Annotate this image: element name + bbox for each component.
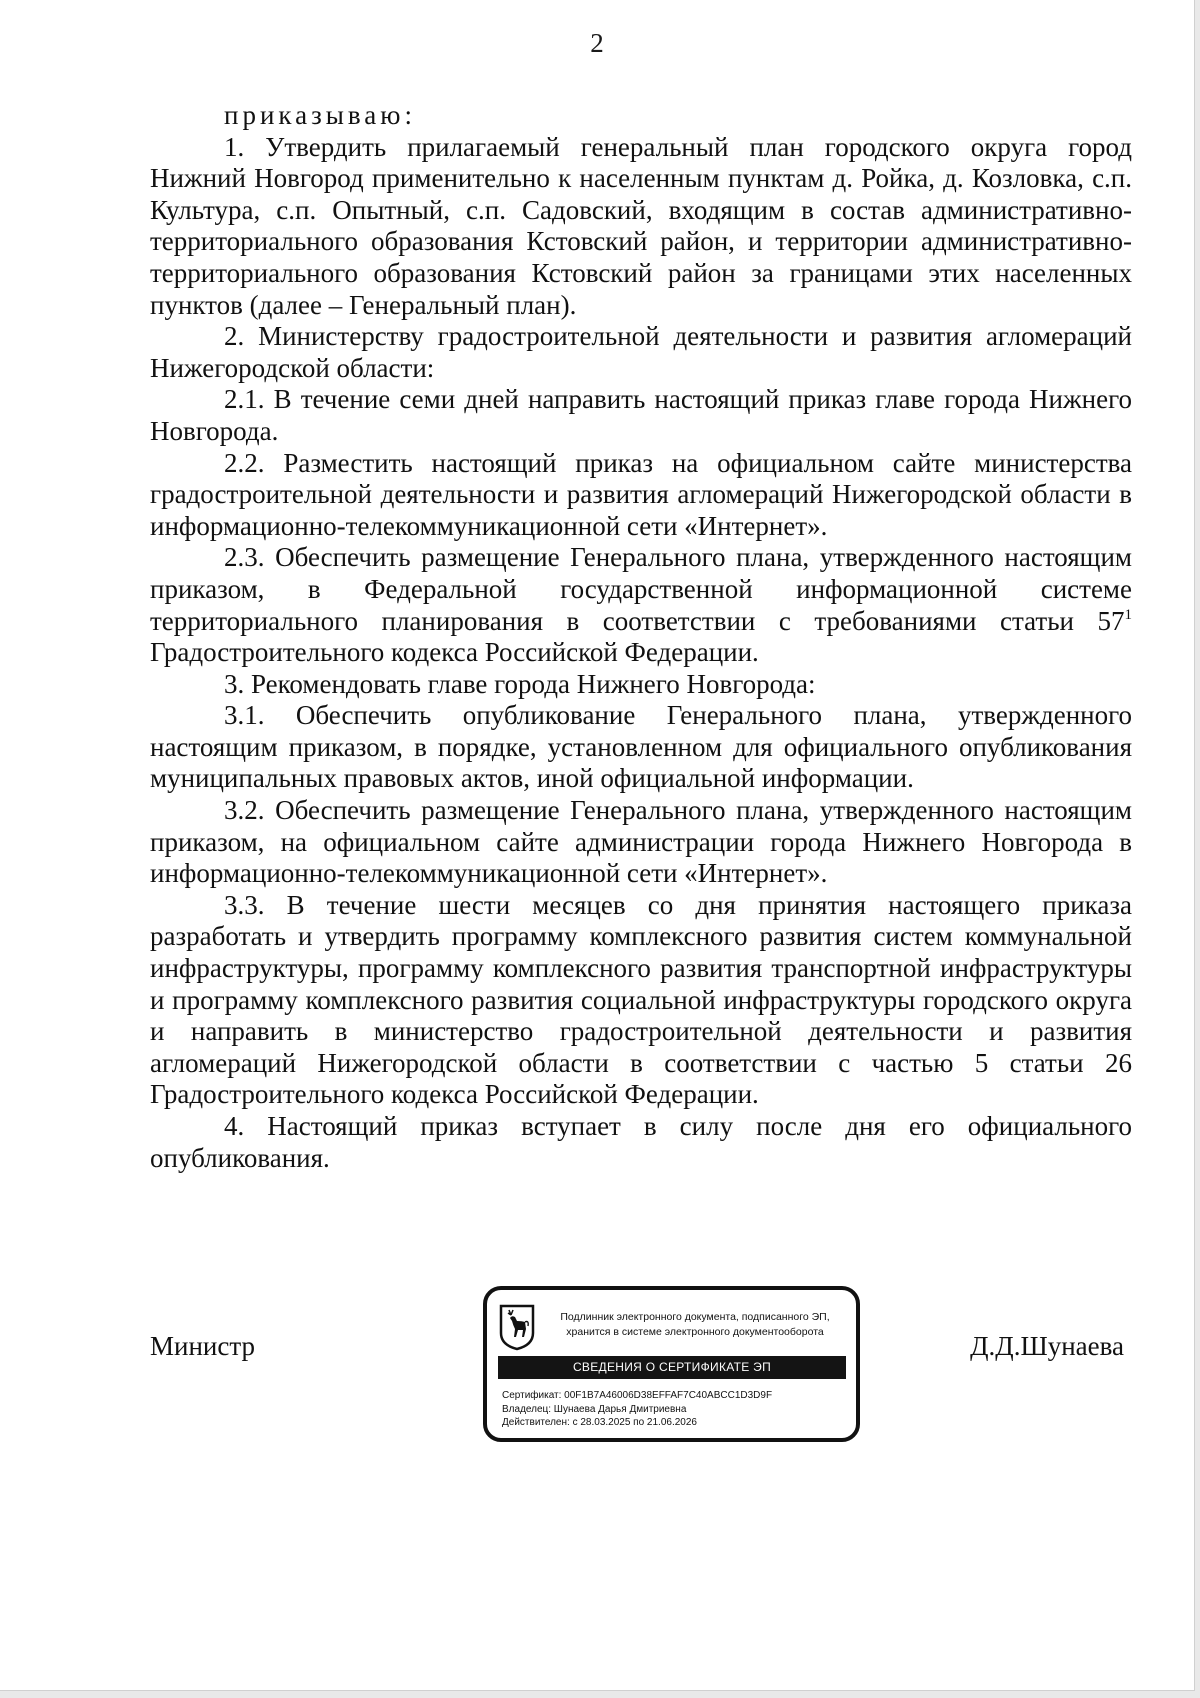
order-body [150,100,1132,1174]
page-number: 2 [590,28,604,58]
order-heading: приказываю: [224,100,416,130]
paragraph-2-3 [150,542,1132,668]
signer-name: Д.Д.Шунаева [970,1331,1124,1361]
paragraph-2-2: 2.2. Разместить настоящий приказ на официальном сайте министерства градостроительной деятельности и развития агломераций Нижегородской области в информационно-телекоммуникационной сети «Интернет». [150,447,1132,541]
paragraph-4: 4. Настоящий приказ вступает в силу после дня его официального опубликования. [150,1111,1132,1173]
certificate-info-bar: СВЕДЕНИЯ О СЕРТИФИКАТЕ ЭП [498,1356,846,1379]
paragraph-2-1: 2.1. В течение семи дней направить настоящий приказ главе города Нижнего Новгорода. [150,384,1132,446]
stamp-note [545,1310,845,1340]
certificate-owner: Владелец: Шунаева Дарья Дмитриевна [502,1403,687,1415]
paragraph-3: 3. Рекомендовать главе города Нижнего Новгорода: [224,668,816,699]
paragraph-3-2: 3.2. Обеспечить размещение Генерального плана, утвержденного настоящим приказом, на официальном сайте администрации города Нижнего Новгорода в информационно-телекоммуникационной сети «Интернет». [150,795,1132,889]
signer-title: Министр [150,1331,255,1361]
paragraph-2-3-text: 2.3. Обеспечить размещение Генерального плана, утвержденного настоящим приказом, в Федеральной государственной информационной системе территориального планирования в соответствии с требованиями статьи 57 [150,542,1132,636]
certificate-number: Сертификат: 00F1B7A46006D38EFFAF7C40ABCC1D3D9F [502,1390,773,1401]
electronic-signature-stamp [483,1286,860,1442]
stamp-note-line-2: хранится в системе электронного документооборота [566,1326,824,1338]
stamp-note-line-1: Подлинник электронного документа, подписанного ЭП, [560,1311,830,1323]
paragraph-2-3-tail: Градостроительного кодекса Российской Федерации. [150,637,759,668]
article-superscript: 1 [1124,606,1132,623]
certificate-validity: Действителен: с 28.03.2025 по 21.06.2026 [502,1417,697,1428]
paragraph-3-1: 3.1. Обеспечить опубликование Генерального плана, утвержденного настоящим приказом, в порядке, установленном для официального опубликования муниципальных правовых актов, иной официальной информации. [150,700,1132,794]
certificate-details [502,1389,852,1430]
paragraph-2: 2. Министерству градостроительной деятельности и развития агломераций Нижегородской области: [150,321,1132,383]
deer-coat-of-arms-icon [498,1303,536,1351]
paragraph-3-3: 3.3. В течение шести месяцев со дня принятия настоящего приказа разработать и утвердить программу комплексного развития систем коммунальной инфраструктуры, программу комплексного развития транспортной инфраструктуры и программу комплексного развития социальной инфраструктуры городского округа и направить в министерство градостроительной деятельности и развития агломераций Нижегородской области в соответствии с частью 5 статьи 26 Градостроительного кодекса Российской Федерации. [150,889,1132,1110]
paragraph-1: 1. Утвердить прилагаемый генеральный план городского округа город Нижний Новгород применительно к населенным пунктам д. Ройка, д. Козловка, с.п. Культура, с.п. Опытный, с.п. Садовский, входящим в состав административно-территориального образования Кстовский район, и территории административно-территориального образования Кстовский район за границами этих населенных пунктов (далее – Генеральный план). [150,131,1132,320]
